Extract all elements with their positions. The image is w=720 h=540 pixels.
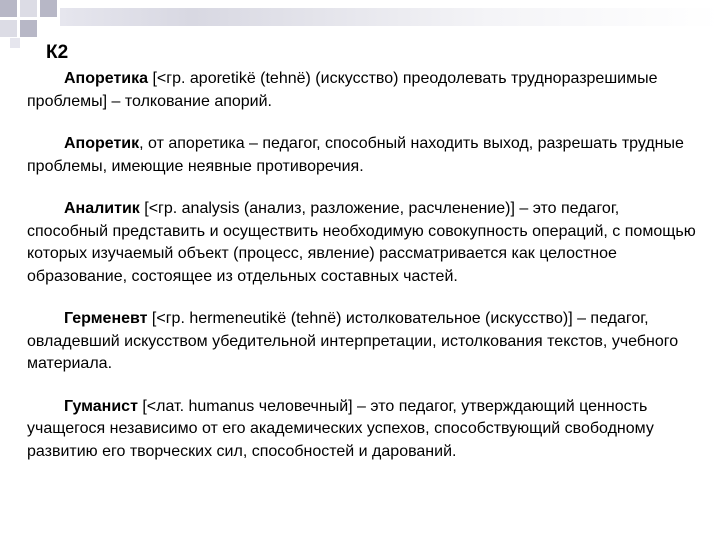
entry-term: Апоретик <box>64 135 140 152</box>
glossary-entry-germenevt <box>27 308 703 376</box>
entry-definition: [<гр. aporetikë (tehnë) (искусство) преодолевать трудноразрешимые проблемы] – толкование апорий. <box>27 70 658 110</box>
entry-term: Гуманист <box>64 397 138 415</box>
entry-definition: [<гр. hermeneutikë (tehnë) истолковательное (искусство)] – педагог, овладевший искусством убедительной интерпретации, истолкования текстов, учебного материала. <box>27 310 679 372</box>
header-gradient-bar <box>60 8 720 26</box>
entry-definition: [<лат. humanus человечный] – это педагог, утверждающий ценность учащегося независимо от его академических успехов, способствующий свободному развитию его творческих сил, способностей и дарований. <box>27 397 654 460</box>
glossary-entry-aporetika <box>27 68 703 113</box>
glossary-list <box>27 68 703 483</box>
entry-term: Апоретика <box>64 70 149 87</box>
entry-definition: [<гр. analysis (анализ, разложение, расчленение)] – это педагог, способный представить и осуществить необходимую совокупность операций, с помощью которых изучаемый объект (процесс, явление) рассматривается как целостное образование, состоящее из отдельных составных частей. <box>27 200 696 285</box>
slide-title: К2 <box>46 42 69 63</box>
glossary-entry-analitik <box>27 198 703 288</box>
glossary-entry-aporetik <box>27 133 703 178</box>
entry-term: Аналитик <box>64 200 140 217</box>
entry-definition: , от апоретика – педагог, способный находить выход, разрешать трудные проблемы, имеющие неявные противоречия. <box>27 135 684 175</box>
glossary-entry-gumanist <box>27 396 703 464</box>
entry-term: Герменевт <box>64 310 148 327</box>
